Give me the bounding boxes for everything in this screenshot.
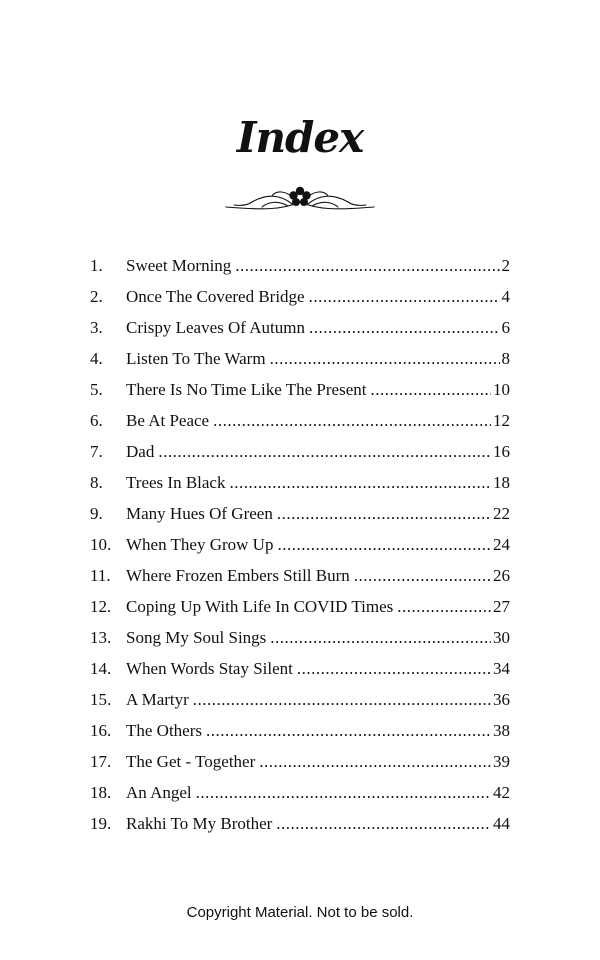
copyright-footer: Copyright Material. Not to be sold. (186, 904, 414, 921)
toc-entry-number: 7. (90, 442, 103, 461)
toc-entry-title: Listen To The Warm (126, 349, 266, 368)
toc-entry-number: 10. (90, 535, 112, 554)
toc-entry (90, 287, 510, 318)
toc-entry-title: Dad (126, 442, 155, 461)
toc-dot-leader (370, 380, 491, 400)
toc-entry (90, 721, 510, 752)
toc-dot-leader (270, 628, 491, 648)
toc-entry-number: 17. (90, 752, 112, 771)
toc-entry-page: 6 (501, 318, 510, 337)
toc-dot-leader (397, 597, 491, 617)
toc-entry-number: 1. (90, 256, 103, 275)
toc-entry (90, 752, 510, 783)
toc-entry (90, 380, 510, 411)
toc-entry-number: 8. (90, 473, 103, 492)
toc-entry-page: 38 (493, 721, 510, 740)
toc-entry-page: 4 (501, 287, 510, 306)
toc-entry-title: A Martyr (126, 690, 189, 709)
toc-entry (90, 318, 510, 349)
toc-entry-page: 22 (493, 504, 510, 523)
toc-entry (90, 690, 510, 721)
toc-entry-page: 27 (493, 597, 510, 616)
toc-dot-leader (193, 690, 491, 710)
toc-entry (90, 659, 510, 690)
toc-dot-leader (277, 504, 491, 524)
toc-entry-page: 10 (493, 380, 510, 399)
toc-entry-title: Be At Peace (126, 411, 210, 430)
toc-entry-title: Many Hues Of Green (126, 504, 273, 523)
toc-entry-title: Song My Soul Sings (126, 628, 267, 647)
toc-dot-leader (229, 473, 491, 493)
toc-dot-leader (297, 659, 491, 679)
toc-entry-page: 16 (493, 442, 510, 461)
toc-entry-page: 42 (493, 783, 510, 802)
toc-entry-title: When They Grow Up (126, 535, 274, 554)
toc-dot-leader (309, 318, 500, 338)
toc-entry (90, 504, 510, 535)
toc-dot-leader (309, 287, 500, 307)
toc-entry-number: 18. (90, 783, 112, 802)
toc-entry-number: 5. (90, 380, 103, 399)
toc-dot-leader (196, 783, 491, 803)
toc-entry-title: The Others (126, 721, 203, 740)
toc-dot-leader (354, 566, 491, 586)
toc-entry (90, 566, 510, 597)
toc-entry-page: 8 (501, 349, 510, 368)
toc-entry (90, 256, 510, 287)
toc-entry-number: 13. (90, 628, 112, 647)
toc-entry-number: 14. (90, 659, 112, 678)
toc-entry (90, 783, 510, 814)
toc-entry-number: 2. (90, 287, 103, 306)
toc-dot-leader (259, 752, 491, 772)
flower-ornament-icon (222, 180, 378, 220)
toc-entry-title: An Angel (126, 783, 192, 802)
toc-entry-number: 4. (90, 349, 103, 368)
toc-entry-page: 2 (501, 256, 510, 275)
toc-entry-number: 19. (90, 814, 112, 833)
toc-entry (90, 597, 510, 628)
toc-entry-page: 12 (493, 411, 510, 430)
toc-entry (90, 442, 510, 473)
toc-entry-title: There Is No Time Like The Present (126, 380, 367, 399)
toc-entry (90, 473, 510, 504)
toc-entry-title: When Words Stay Silent (126, 659, 293, 678)
toc-entry (90, 814, 510, 845)
toc-entry-number: 11. (90, 566, 111, 585)
toc-entry-page: 18 (493, 473, 510, 492)
toc-dot-leader (270, 349, 500, 369)
toc-entry (90, 349, 510, 380)
toc-entry-title: Crispy Leaves Of Autumn (126, 318, 305, 337)
toc-entry-number: 12. (90, 597, 112, 616)
toc-dot-leader (213, 411, 491, 431)
toc-entry-number: 9. (90, 504, 103, 523)
toc-entry-number: 3. (90, 318, 103, 337)
toc-dot-leader (206, 721, 491, 741)
toc-entry-page: 44 (493, 814, 510, 833)
toc-entry (90, 628, 510, 659)
toc-dot-leader (158, 442, 491, 462)
toc-entry-page: 30 (493, 628, 510, 647)
toc-entry-title: Coping Up With Life In COVID Times (126, 597, 394, 616)
toc-entry-title: Sweet Morning (126, 256, 232, 275)
toc-entry-page: 36 (493, 690, 510, 709)
toc-entry-page: 39 (493, 752, 510, 771)
toc-dot-leader (235, 256, 499, 276)
toc-entry-number: 15. (90, 690, 112, 709)
toc-entry-title: Where Frozen Embers Still Burn (126, 566, 350, 585)
toc-entry-page: 24 (493, 535, 510, 554)
toc-entry (90, 411, 510, 442)
toc-entry-number: 6. (90, 411, 103, 430)
toc-dot-leader (276, 814, 491, 834)
toc-entry-title: The Get - Together (126, 752, 256, 771)
toc-entry (90, 535, 510, 566)
toc-entry-number: 16. (90, 721, 112, 740)
toc-entry-title: Rakhi To My Brother (126, 814, 273, 833)
table-of-contents (90, 256, 510, 845)
page-title: Index (236, 113, 364, 162)
toc-entry-page: 26 (493, 566, 510, 585)
toc-entry-page: 34 (493, 659, 510, 678)
toc-entry-title: Trees In Black (126, 473, 226, 492)
toc-entry-title: Once The Covered Bridge (126, 287, 305, 306)
toc-dot-leader (277, 535, 491, 555)
